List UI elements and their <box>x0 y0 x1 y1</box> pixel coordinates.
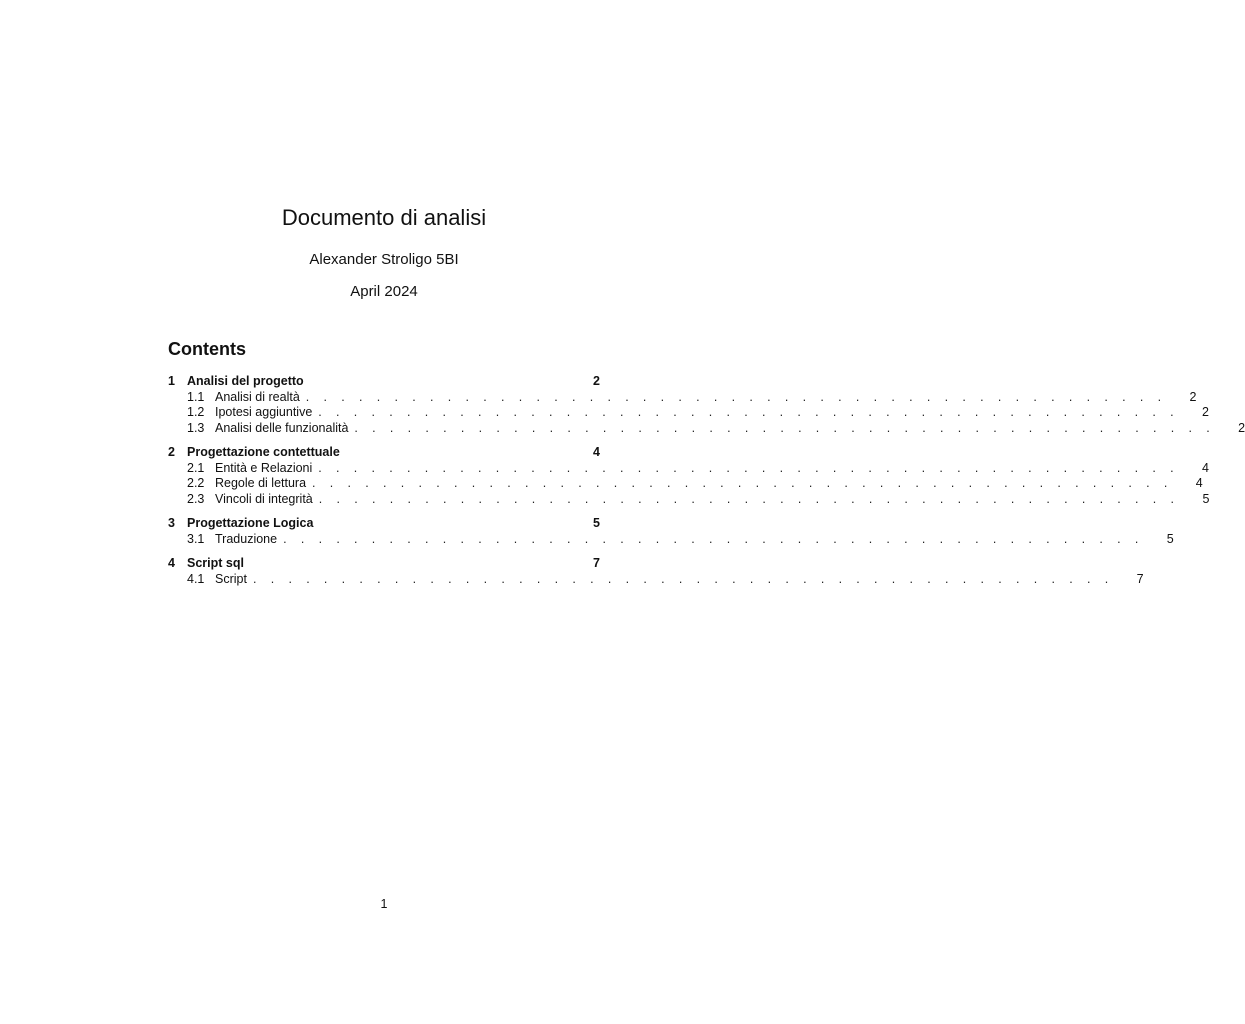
dot-leader: . . . . . . . . . . . . . . . . . . . . . . . . . . . . . . . . . . . . . . . . . . . . . . . . . <box>252 571 1114 586</box>
toc-entry-subsection[interactable] <box>168 491 1210 508</box>
dot-leader: . . . . . . . . . . . . . . . . . . . . . . . . . . . . . . . . . . . . . . . . . . . . . . . . . <box>354 420 1216 435</box>
toc-section-label: Progettazione contettuale <box>187 445 340 459</box>
toc-section-page: 7 <box>593 556 600 570</box>
toc-entry-subsection[interactable] <box>168 531 1174 548</box>
toc-section-number: 3 <box>168 516 175 530</box>
toc-section-label: Progettazione Logica <box>187 516 314 530</box>
toc-section <box>168 374 1245 436</box>
toc-subsection-label: Entità e Relazioni <box>215 460 313 475</box>
toc-heading: Contents <box>168 339 246 359</box>
toc-subsection-label: Vincoli di integrità <box>215 491 313 506</box>
toc-entry-section[interactable] <box>168 445 600 461</box>
toc-subsection-page: 7 <box>1136 571 1144 586</box>
toc-subsection-label: Regole di lettura <box>215 476 307 490</box>
toc-subsection-page: 5 <box>1202 491 1210 506</box>
dot-leader: . . . . . . . . . . . . . . . . . . . . . . . . . . . . . . . . . . . . . . . . . . . . . . . . . <box>318 405 1179 419</box>
toc-subsection-number: 4.1 <box>187 571 205 586</box>
toc-entry-subsection[interactable] <box>168 476 1203 492</box>
toc-subsection-label: Ipotesi aggiuntive <box>215 405 313 419</box>
toc-entry-subsection[interactable] <box>168 571 1144 588</box>
toc-subsection-label: Traduzione <box>215 531 278 546</box>
toc-entry-subsection[interactable] <box>168 405 1209 421</box>
toc-section-number: 2 <box>168 445 175 459</box>
toc-subsection-page: 2 <box>1189 389 1197 404</box>
toc-entry-section[interactable] <box>168 374 600 390</box>
dot-leader: . . . . . . . . . . . . . . . . . . . . . . . . . . . . . . . . . . . . . . . . . . . . . . . . . <box>283 531 1144 546</box>
dot-leader: . . . . . . . . . . . . . . . . . . . . . . . . . . . . . . . . . . . . . . . . . . . . . . . . . <box>312 476 1173 490</box>
toc-section-page: 5 <box>593 516 600 530</box>
toc-section-label: Analisi del progetto <box>187 374 304 388</box>
toc-subsection-label: Script <box>215 571 247 586</box>
document-title: Documento di analisi <box>281 205 487 230</box>
toc-entry-subsection[interactable] <box>168 460 1209 477</box>
toc-section <box>168 516 1174 547</box>
toc-subsection-label: Analisi di realtà <box>215 389 300 404</box>
toc-entry-section[interactable] <box>168 556 600 572</box>
document-date: April 2024 <box>350 283 418 300</box>
toc-subsection-page: 2 <box>1238 420 1245 435</box>
toc-subsection-label: Analisi delle funzionalità <box>215 420 349 435</box>
toc-subsection-number: 3.1 <box>187 531 205 546</box>
toc-section-number: 4 <box>168 556 175 570</box>
toc-section-page: 4 <box>593 445 600 459</box>
dot-leader: . . . . . . . . . . . . . . . . . . . . . . . . . . . . . . . . . . . . . . . . . . . . . . . . . <box>318 491 1180 506</box>
toc-subsection-page: 2 <box>1202 405 1209 419</box>
toc-subsection-page: 5 <box>1166 531 1174 546</box>
page-number: 1 <box>380 897 388 911</box>
toc-subsection-number: 1.1 <box>187 389 205 404</box>
toc-section-label: Script sql <box>187 556 244 570</box>
toc-entry-section[interactable] <box>168 516 600 532</box>
dot-leader: . . . . . . . . . . . . . . . . . . . . . . . . . . . . . . . . . . . . . . . . . . . . . . . . . <box>305 389 1167 404</box>
toc-section-page: 2 <box>593 374 600 388</box>
toc-subsection-number: 1.3 <box>187 420 205 435</box>
toc-subsection-page: 4 <box>1202 460 1209 475</box>
toc-section-number: 1 <box>168 374 175 388</box>
toc-subsection-number: 2.3 <box>187 491 205 506</box>
toc-subsection-number: 2.2 <box>187 476 205 490</box>
toc-entry-subsection[interactable] <box>168 420 1245 437</box>
document-author: Alexander Stroligo 5BI <box>309 251 459 268</box>
toc-section <box>168 445 1210 507</box>
table-of-contents <box>168 374 1245 596</box>
toc-subsection-page: 4 <box>1195 476 1203 490</box>
toc-entry-subsection[interactable] <box>168 389 1197 406</box>
toc-subsection-number: 2.1 <box>187 460 205 475</box>
toc-section <box>168 556 1144 587</box>
dot-leader: . . . . . . . . . . . . . . . . . . . . . . . . . . . . . . . . . . . . . . . . . . . . . . . . . <box>318 460 1179 475</box>
toc-subsection-number: 1.2 <box>187 405 205 419</box>
